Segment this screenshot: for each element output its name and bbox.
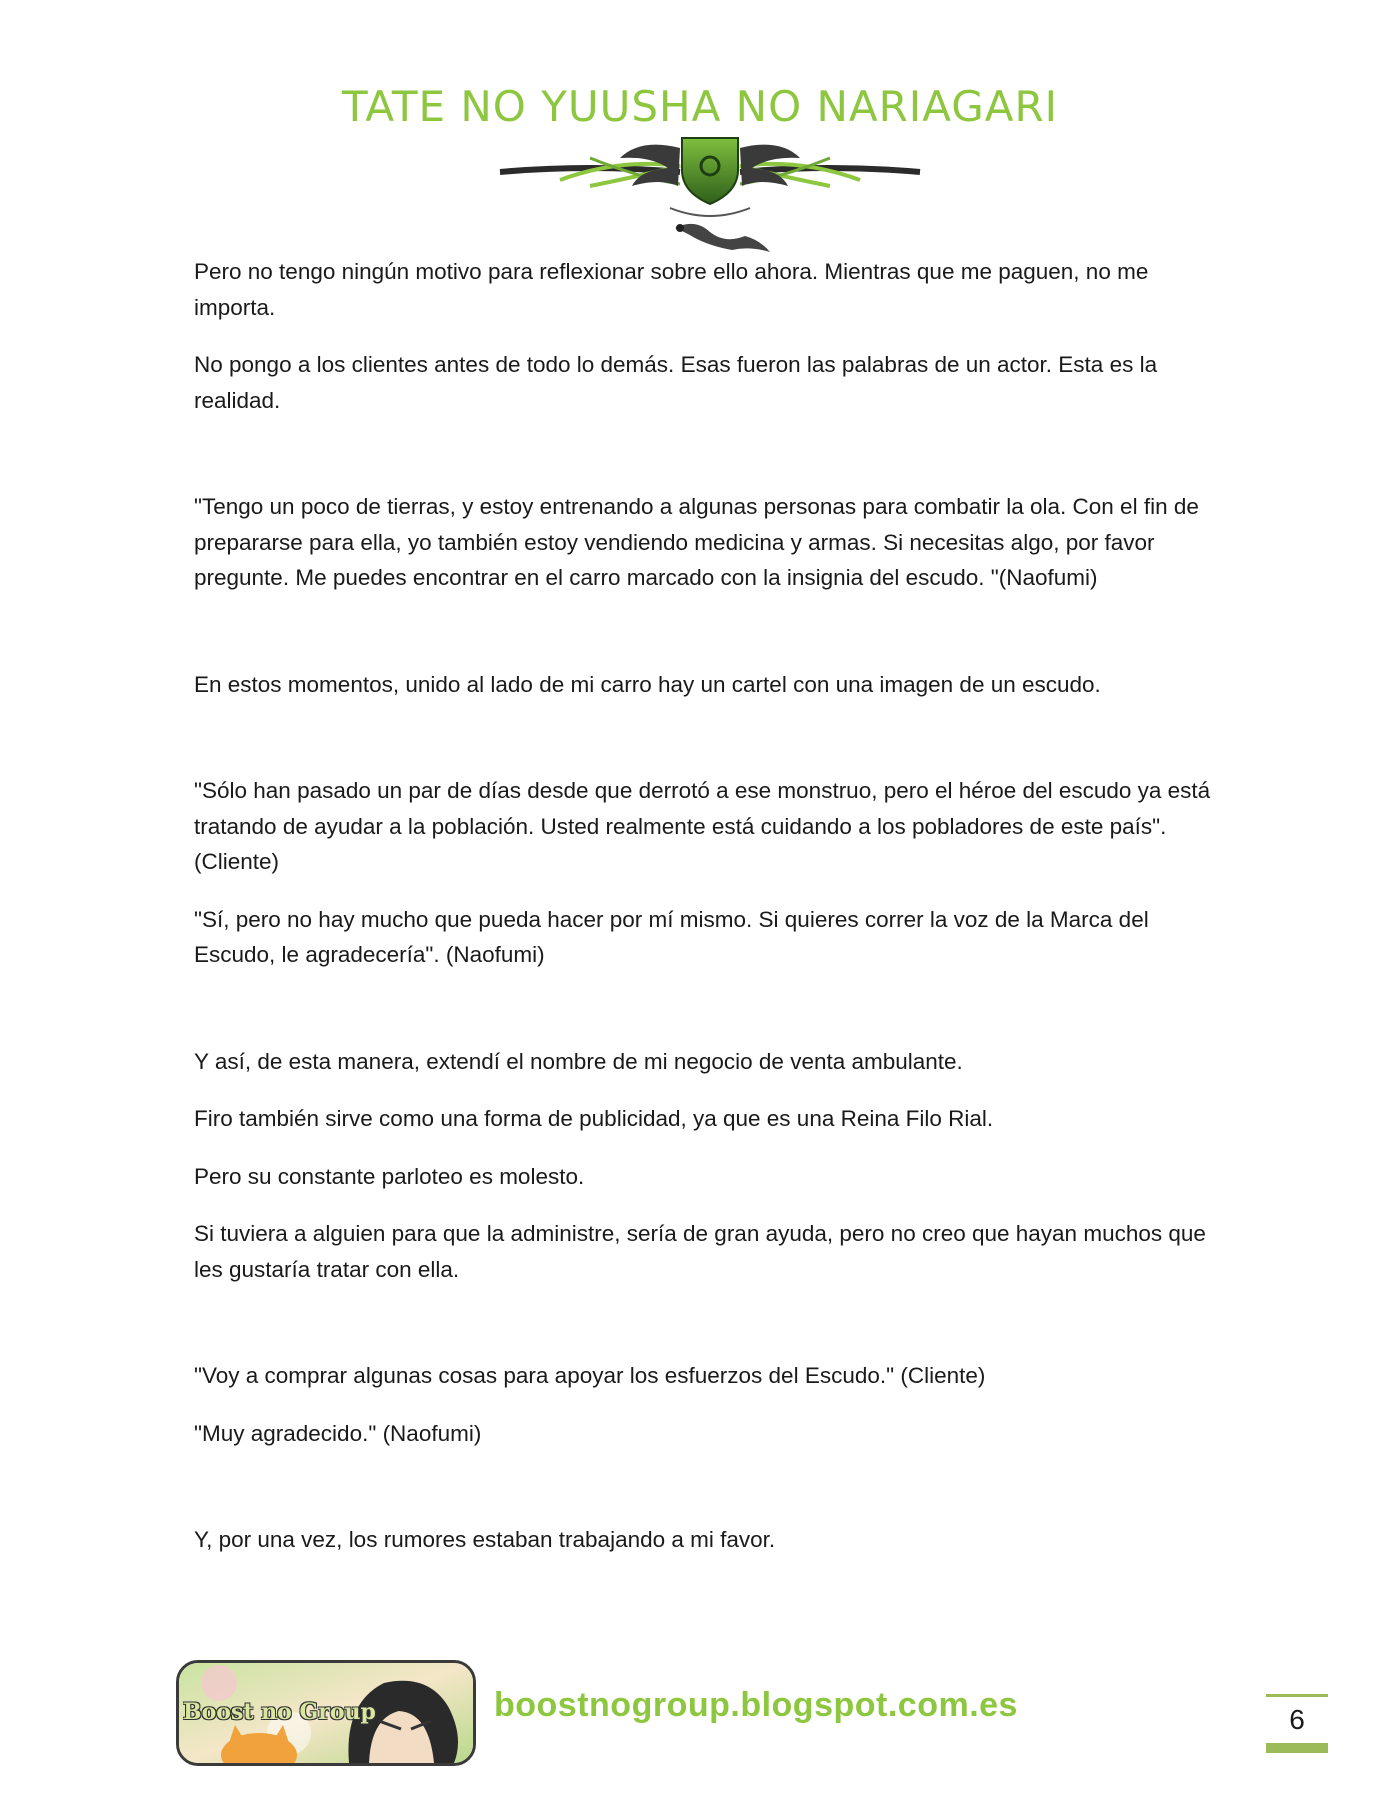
badge-text: Boost no Group <box>183 1699 376 1725</box>
paragraph: Pero su constante parloteo es molesto. <box>194 1163 585 1189</box>
paragraph: Firo también sirve como una forma de publicidad, ya que es una Reina Filo Rial. <box>194 1106 994 1131</box>
paragraph: "Sólo han pasado un par de días desde que derrotó a ese monstruo, pero el héroe del escudo ya está tratando de ayudar a la población. Usted realmente está cuidando a los pobladores de este país". (Cliente) <box>194 778 1211 874</box>
page-number-bottom-rule <box>1266 1743 1328 1753</box>
paragraph: "Muy agradecido." (Naofumi) <box>194 1420 482 1446</box>
paragraph: Si tuviera a alguien para que la administre, sería de gran ayuda, pero no creo que hayan muchos que les gustaría tratar con ella. <box>194 1221 1206 1282</box>
paragraph: "Sí, pero no hay mucho que pueda hacer por mí mismo. Si quieres correr la voz de la Marca del Escudo, le agradecería". (Naofumi) <box>194 906 1149 967</box>
paragraph: "Tengo un poco de tierras, y estoy entrenando a algunas personas para combatir la ola. Con el fin de prepararse para ella, yo también estoy vendiendo medicina y armas. Si necesitas algo, por favor pregunte. Me puedes encontrar en el carro marcado con la insignia del escudo. "(Naofumi) <box>194 494 1199 590</box>
boost-no-group-badge <box>176 1660 476 1766</box>
paragraph: Y así, de esta manera, extendí el nombre de mi negocio de venta ambulante. <box>194 1048 963 1074</box>
header-title: TATE NO YUUSHA NO NARIAGARI <box>341 82 1059 131</box>
chapter-body <box>194 254 1214 1580</box>
winged-shield-emblem-icon <box>120 128 1300 258</box>
paragraph: "Voy a comprar algunas cosas para apoyar los esfuerzos del Escudo." (Cliente) <box>194 1363 986 1388</box>
paragraph: No pongo a los clientes antes de todo lo demás. Esas fueron las palabras de un actor. Esta es la realidad. <box>194 352 1158 413</box>
blog-url-link[interactable]: boostnogroup.blogspot.com.es <box>494 1686 1018 1724</box>
paragraph: En estos momentos, unido al lado de mi carro hay un cartel con una imagen de un escudo. <box>194 671 1101 697</box>
page-number-box <box>1266 1694 1328 1753</box>
paragraph: Y, por una vez, los rumores estaban trabajando a mi favor. <box>194 1527 776 1552</box>
page-number: 6 <box>1289 1704 1305 1735</box>
paragraph: Pero no tengo ningún motivo para reflexionar sobre ello ahora. Mientras que me paguen, no me importa. <box>194 259 1149 320</box>
